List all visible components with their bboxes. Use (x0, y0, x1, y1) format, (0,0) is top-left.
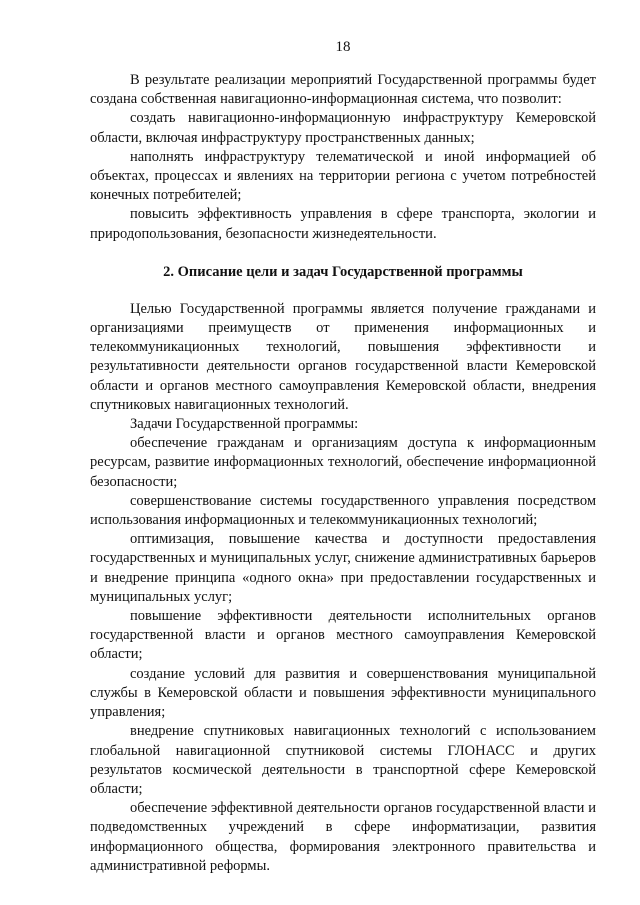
task-item: обеспечение эффективной деятельности органов государственной власти и подведомственных учреждений в сфере информатизации, развития информационного общества, формирования электронного правительства и административной реформы. (90, 800, 596, 874)
section2-goal: Целью Государственной программы является получение гражданами и организациями преимуществ от применения информационных и телекоммуникационных технологий, повышения эффективности и результативности деятельности органов государственной власти Кемеровской области и органов местного самоуправления Кемеровской области, внедрения спутниковых навигационных технологий. (90, 300, 596, 413)
task-item: повышение эффективности деятельности исполнительных органов государственной власти и органов местного самоуправления Кемеровской области; (90, 608, 596, 663)
section2-heading: 2. Описание цели и задач Государственной программы (163, 263, 523, 280)
section1-item: повысить эффективность управления в сфере транспорта, экологии и природопользования, безопасности жизнедеятельности. (90, 206, 596, 242)
task-item: внедрение спутниковых навигационных технологий с использованием глобальной навигационной спутниковой системы ГЛОНАСС и других результатов космической деятельности в транспортной сфере Кемеровской области; (90, 723, 596, 797)
tasks-label: Задачи Государственной программы: (130, 416, 359, 433)
section1-item: наполнять инфраструктуру телематической и иной информацией об объектах, процессах и явлениях на территории региона с учетом потребностей конечных потребителей; (90, 148, 596, 204)
task-item: совершенствование системы государственного управления посредством использования информационных и телекоммуникационных технологий; (90, 492, 596, 529)
section1-intro: В результате реализации мероприятий Государственной программы будет создана собственная навигационно-информационная система, что позволит: (90, 72, 596, 108)
document-page (90, 38, 596, 876)
task-item: обеспечение гражданам и организациям доступа к информационным ресурсам, развитие информационных технологий, обеспечение информационной безопасности; (90, 435, 596, 490)
section1-item: создать навигационно-информационную инфраструктуру Кемеровской области, включая инфраструктуру пространственных данных; (90, 110, 596, 146)
task-item: создание условий для развития и совершенствования муниципальной службы в Кемеровской области и повышения эффективности муниципального управления; (90, 665, 596, 721)
page-number: 18 (335, 39, 351, 55)
task-item: оптимизация, повышение качества и доступности предоставления государственных и муниципальных услуг, снижение административных барьеров и внедрение принципа «одного окна» при предоставлении государственных и муниципальных услуг; (90, 531, 596, 605)
